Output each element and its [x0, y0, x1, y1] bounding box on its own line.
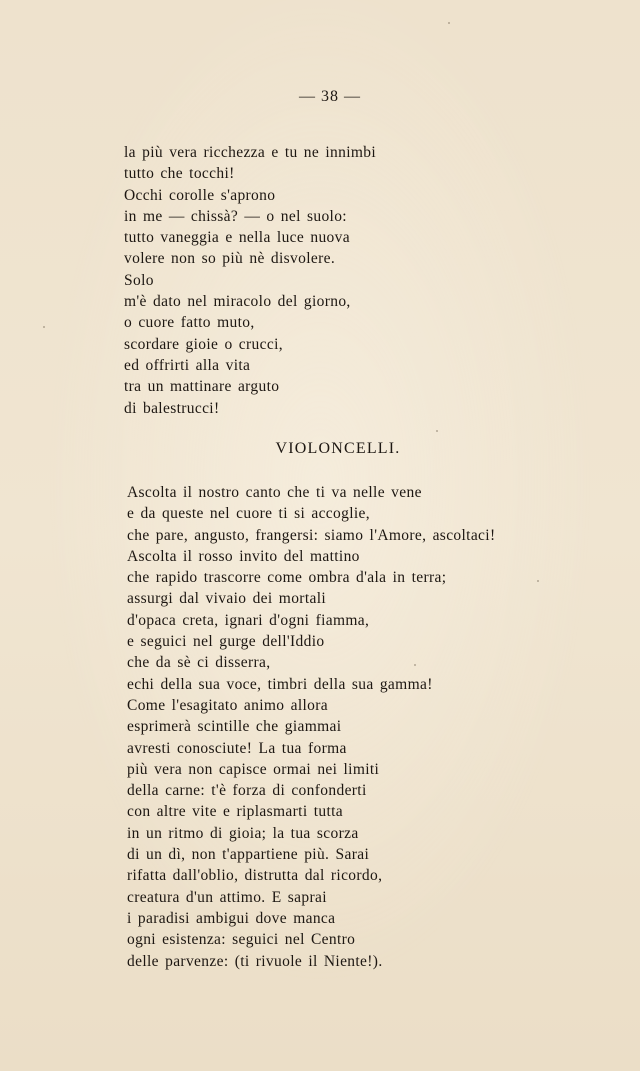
- verse-line: e seguici nel gurge dell'Iddio: [127, 633, 325, 651]
- verse-line: scordare gioie o crucci,: [124, 335, 283, 353]
- verse-line: più vera non capisce ormai nei limiti: [127, 760, 380, 778]
- verse-line: d'opaca creta, ignari d'ogni fiamma,: [127, 611, 370, 629]
- verse-line: tutto che tocchi!: [124, 165, 235, 183]
- verse-line: Solo: [124, 271, 154, 289]
- verse-line: Come l'esagitato animo allora: [127, 696, 329, 714]
- verse-line: della carne: t'è forza di confonderti: [127, 782, 367, 800]
- stanza-continued: [124, 142, 376, 419]
- verse-line: tutto vaneggia e nella luce nuova: [124, 229, 350, 247]
- poem-title: VIOLONCELLI.: [275, 440, 401, 457]
- verse-line: delle parvenze: (ti rivuole il Niente!).: [127, 952, 383, 970]
- paper-speck: [436, 430, 438, 432]
- verse-line: o cuore fatto muto,: [124, 314, 255, 332]
- verse-line: e da queste nel cuore ti si accoglie,: [127, 505, 370, 523]
- paper-speck: [448, 22, 450, 24]
- verse-line: ed offrirti alla vita: [124, 356, 251, 374]
- verse-line: echi della sua voce, timbri della sua gamma!: [127, 675, 433, 693]
- verse-line: rifatta dall'oblio, distrutta dal ricordo,: [127, 867, 383, 885]
- verse-line: la più vera ricchezza e tu ne innimbi: [124, 144, 377, 161]
- verse-line: che pare, angusto, frangersi: siamo l'Amore, ascoltaci!: [127, 526, 496, 544]
- verse-line: tra un mattinare arguto: [124, 378, 280, 396]
- poem-body: [127, 482, 495, 972]
- verse-line: creatura d'un attimo. E saprai: [127, 888, 327, 906]
- verse-line: che rapido trascorre come ombra d'ala in terra;: [127, 569, 447, 587]
- verse-line: m'è dato nel miracolo del giorno,: [124, 293, 351, 311]
- verse-line: in me — chissà? — o nel suolo:: [124, 207, 347, 225]
- verse-line: di un dì, non t'appartiene più. Sarai: [127, 846, 370, 864]
- verse-line: esprimerà scintille che giammai: [127, 718, 342, 736]
- verse-line: di balestrucci!: [124, 399, 220, 417]
- verse-line: in un ritmo di gioia; la tua scorza: [127, 824, 359, 842]
- verse-line: Ascolta il nostro canto che ti va nelle vene: [127, 484, 422, 501]
- verse-line: Occhi corolle s'aprono: [124, 186, 276, 204]
- verse-line: volere non so più nè disvolere.: [124, 250, 336, 268]
- paper-speck: [414, 664, 416, 666]
- verse-line: avresti conosciute! La tua forma: [127, 739, 347, 757]
- paper-speck: [537, 580, 539, 582]
- verse-line: che da sè ci disserra,: [127, 654, 271, 672]
- page-number: — 38 —: [299, 88, 361, 105]
- paper-speck: [43, 326, 45, 328]
- verse-line: i paradisi ambigui dove manca: [127, 909, 336, 927]
- verse-line: ogni esistenza: seguici nel Centro: [127, 931, 356, 949]
- verse-line: assurgi dal vivaio dei mortali: [127, 590, 327, 608]
- verse-line: con altre vite e riplasmarti tutta: [127, 803, 344, 821]
- verse-line: Ascolta il rosso invito del mattino: [127, 547, 360, 565]
